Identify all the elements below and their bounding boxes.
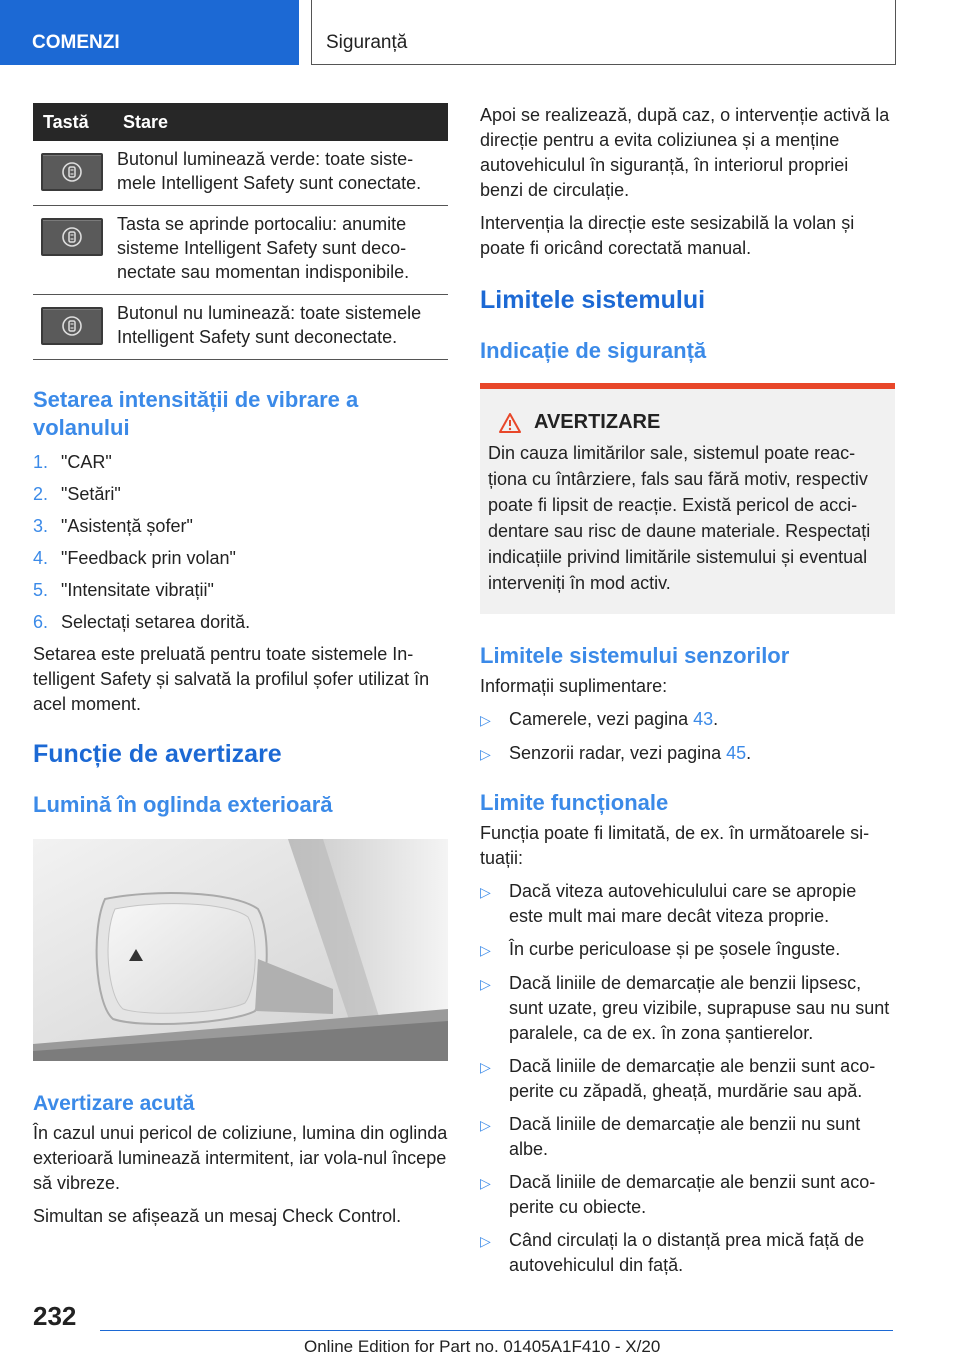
sensor-intro: Informații suplimentare: <box>480 676 668 696</box>
bullet-triangle-icon: ▷ <box>480 1175 491 1191</box>
list-item: 5. "Intensitate vibrații" <box>33 580 214 600</box>
list-item: 6. Selectați setarea dorită. <box>33 612 251 632</box>
page-link[interactable]: 45 <box>726 743 747 763</box>
state-text: Butonul nu luminează: toate sistemele Intelligent Safety sunt deconectate. <box>113 295 448 360</box>
check-control-text: Simultan se afișează un mesaj Check Control. <box>33 1206 402 1226</box>
list-item: 4. "Feedback prin volan" <box>33 548 236 568</box>
warning-function-heading: Funcție de avertizare <box>33 740 282 768</box>
list-item: 1. "CAR" <box>33 452 112 472</box>
system-limits-heading: Limitele sistemului <box>480 286 706 314</box>
functional-limits-intro: Funcția poate fi limitată, de ex. în următoarele si-tuații: <box>480 823 870 868</box>
safety-note-heading: Indicație de siguranță <box>480 338 707 363</box>
bullet-triangle-icon: ▷ <box>480 746 491 762</box>
section-title: Siguranță <box>311 0 896 65</box>
list-item: 3. "Asistență șofer" <box>33 516 193 536</box>
vibration-heading: Setarea intensității de vibrare a volanului <box>33 387 359 440</box>
list-item: ▷ Când circulați la o distanță prea mică față de autovehiculul din față. <box>480 1228 895 1278</box>
intervention-paragraph: Apoi se realizează, după caz, o intervenție activă la direcție pentru a evita coliziunea și a menține autovehiculul în siguranță, în interiorul propriei benzi de circulație. <box>480 105 890 200</box>
key-state-table <box>33 103 448 360</box>
functional-limits-list <box>480 879 895 1278</box>
intelligent-safety-button-icon <box>41 153 103 191</box>
intelligent-safety-button-icon <box>41 218 103 256</box>
acute-warning-text: În cazul unui pericol de coliziune, lumina din oglinda exterioară luminează intermitent, iar vola-nul începe să vibreze. <box>33 1123 448 1193</box>
bullet-triangle-icon: ▷ <box>480 1233 491 1249</box>
warning-box <box>480 383 895 614</box>
vibration-note: Setarea este preluată pentru toate sistemele In-telligent Safety și salvată la profilul șofer utilizat în acel moment. <box>33 644 430 714</box>
table-row <box>33 206 448 295</box>
sensor-list <box>480 707 895 767</box>
list-item: ▷ Dacă liniile de demarcație ale benzii nu sunt albe. <box>480 1112 895 1162</box>
edition-footer: Online Edition for Part no. 01405A1F410 - X/20 <box>304 1337 661 1356</box>
col-header-state: Stare <box>113 103 448 141</box>
list-item: ▷ În curbe periculoase și pe șosele înguste. <box>480 937 895 963</box>
steering-paragraph: Intervenția la direcție este sesizabilă la volan și poate fi oricând corectată manual. <box>480 213 855 258</box>
list-item: ▷ Dacă liniile de demarcație ale benzii sunt aco-perite cu obiecte. <box>480 1170 895 1220</box>
functional-limits-heading: Limite funcționale <box>480 790 669 815</box>
bullet-triangle-icon: ▷ <box>480 942 491 958</box>
warning-triangle-icon <box>498 412 522 434</box>
footer-divider <box>100 1330 893 1331</box>
state-text: Tasta se aprinde portocaliu: anumite sisteme Intelligent Safety sunt deco-nectate sau momentan indisponibile. <box>113 206 448 295</box>
bullet-triangle-icon: ▷ <box>480 1117 491 1133</box>
mirror-warning-image <box>33 839 448 1061</box>
list-item: ▷ Senzorii radar, vezi pagina 45. <box>480 741 895 767</box>
list-item: ▷ Dacă liniile de demarcație ale benzii sunt aco-perite cu zăpadă, gheață, murdărie sau apă. <box>480 1054 895 1104</box>
list-item: ▷ Dacă viteza autovehiculului care se apropie este mult mai mare decât viteza proprie. <box>480 879 895 929</box>
bullet-triangle-icon: ▷ <box>480 884 491 900</box>
bullet-triangle-icon: ▷ <box>480 1059 491 1075</box>
sensor-limits-heading: Limitele sistemului senzorilor <box>480 643 790 668</box>
acute-warning-heading: Avertizare acută <box>33 1092 195 1115</box>
right-column <box>480 103 895 1286</box>
chapter-tab: COMENZI <box>0 0 299 65</box>
list-item: 2. "Setări" <box>33 484 121 504</box>
vibration-steps <box>33 450 448 634</box>
table-row <box>33 141 448 206</box>
list-item: ▷ Dacă liniile de demarcație ale benzii lipsesc, sunt uzate, greu vizibile, suprapuse sau nu sunt paralele, ca de ex. în zona șantierelor. <box>480 971 895 1046</box>
intelligent-safety-button-icon <box>41 307 103 345</box>
warning-text: Din cauza limitărilor sale, sistemul poate reac-ționa cu întârziere, fals sau fără motiv, respectiv poate fi lipsit de reacție. Există pericol de acci-dentare sau risc de daune materiale. Respectați indicațiile privind limitările sistemului și eventual interveniți în mod activ. <box>488 443 871 593</box>
left-column <box>33 103 448 1229</box>
warning-title: AVERTIZARE <box>534 411 661 433</box>
table-row <box>33 295 448 360</box>
bullet-triangle-icon: ▷ <box>480 976 491 992</box>
page-number: 232 <box>33 1301 77 1331</box>
state-text: Butonul luminează verde: toate siste-mele Intelligent Safety sunt conectate. <box>113 141 448 206</box>
col-header-key: Tastă <box>33 103 113 141</box>
list-item: ▷ Camerele, vezi pagina 43. <box>480 707 895 733</box>
page-link[interactable]: 43 <box>693 709 714 729</box>
mirror-light-heading: Lumină în oglinda exterioară <box>33 792 333 817</box>
bullet-triangle-icon: ▷ <box>480 712 491 728</box>
